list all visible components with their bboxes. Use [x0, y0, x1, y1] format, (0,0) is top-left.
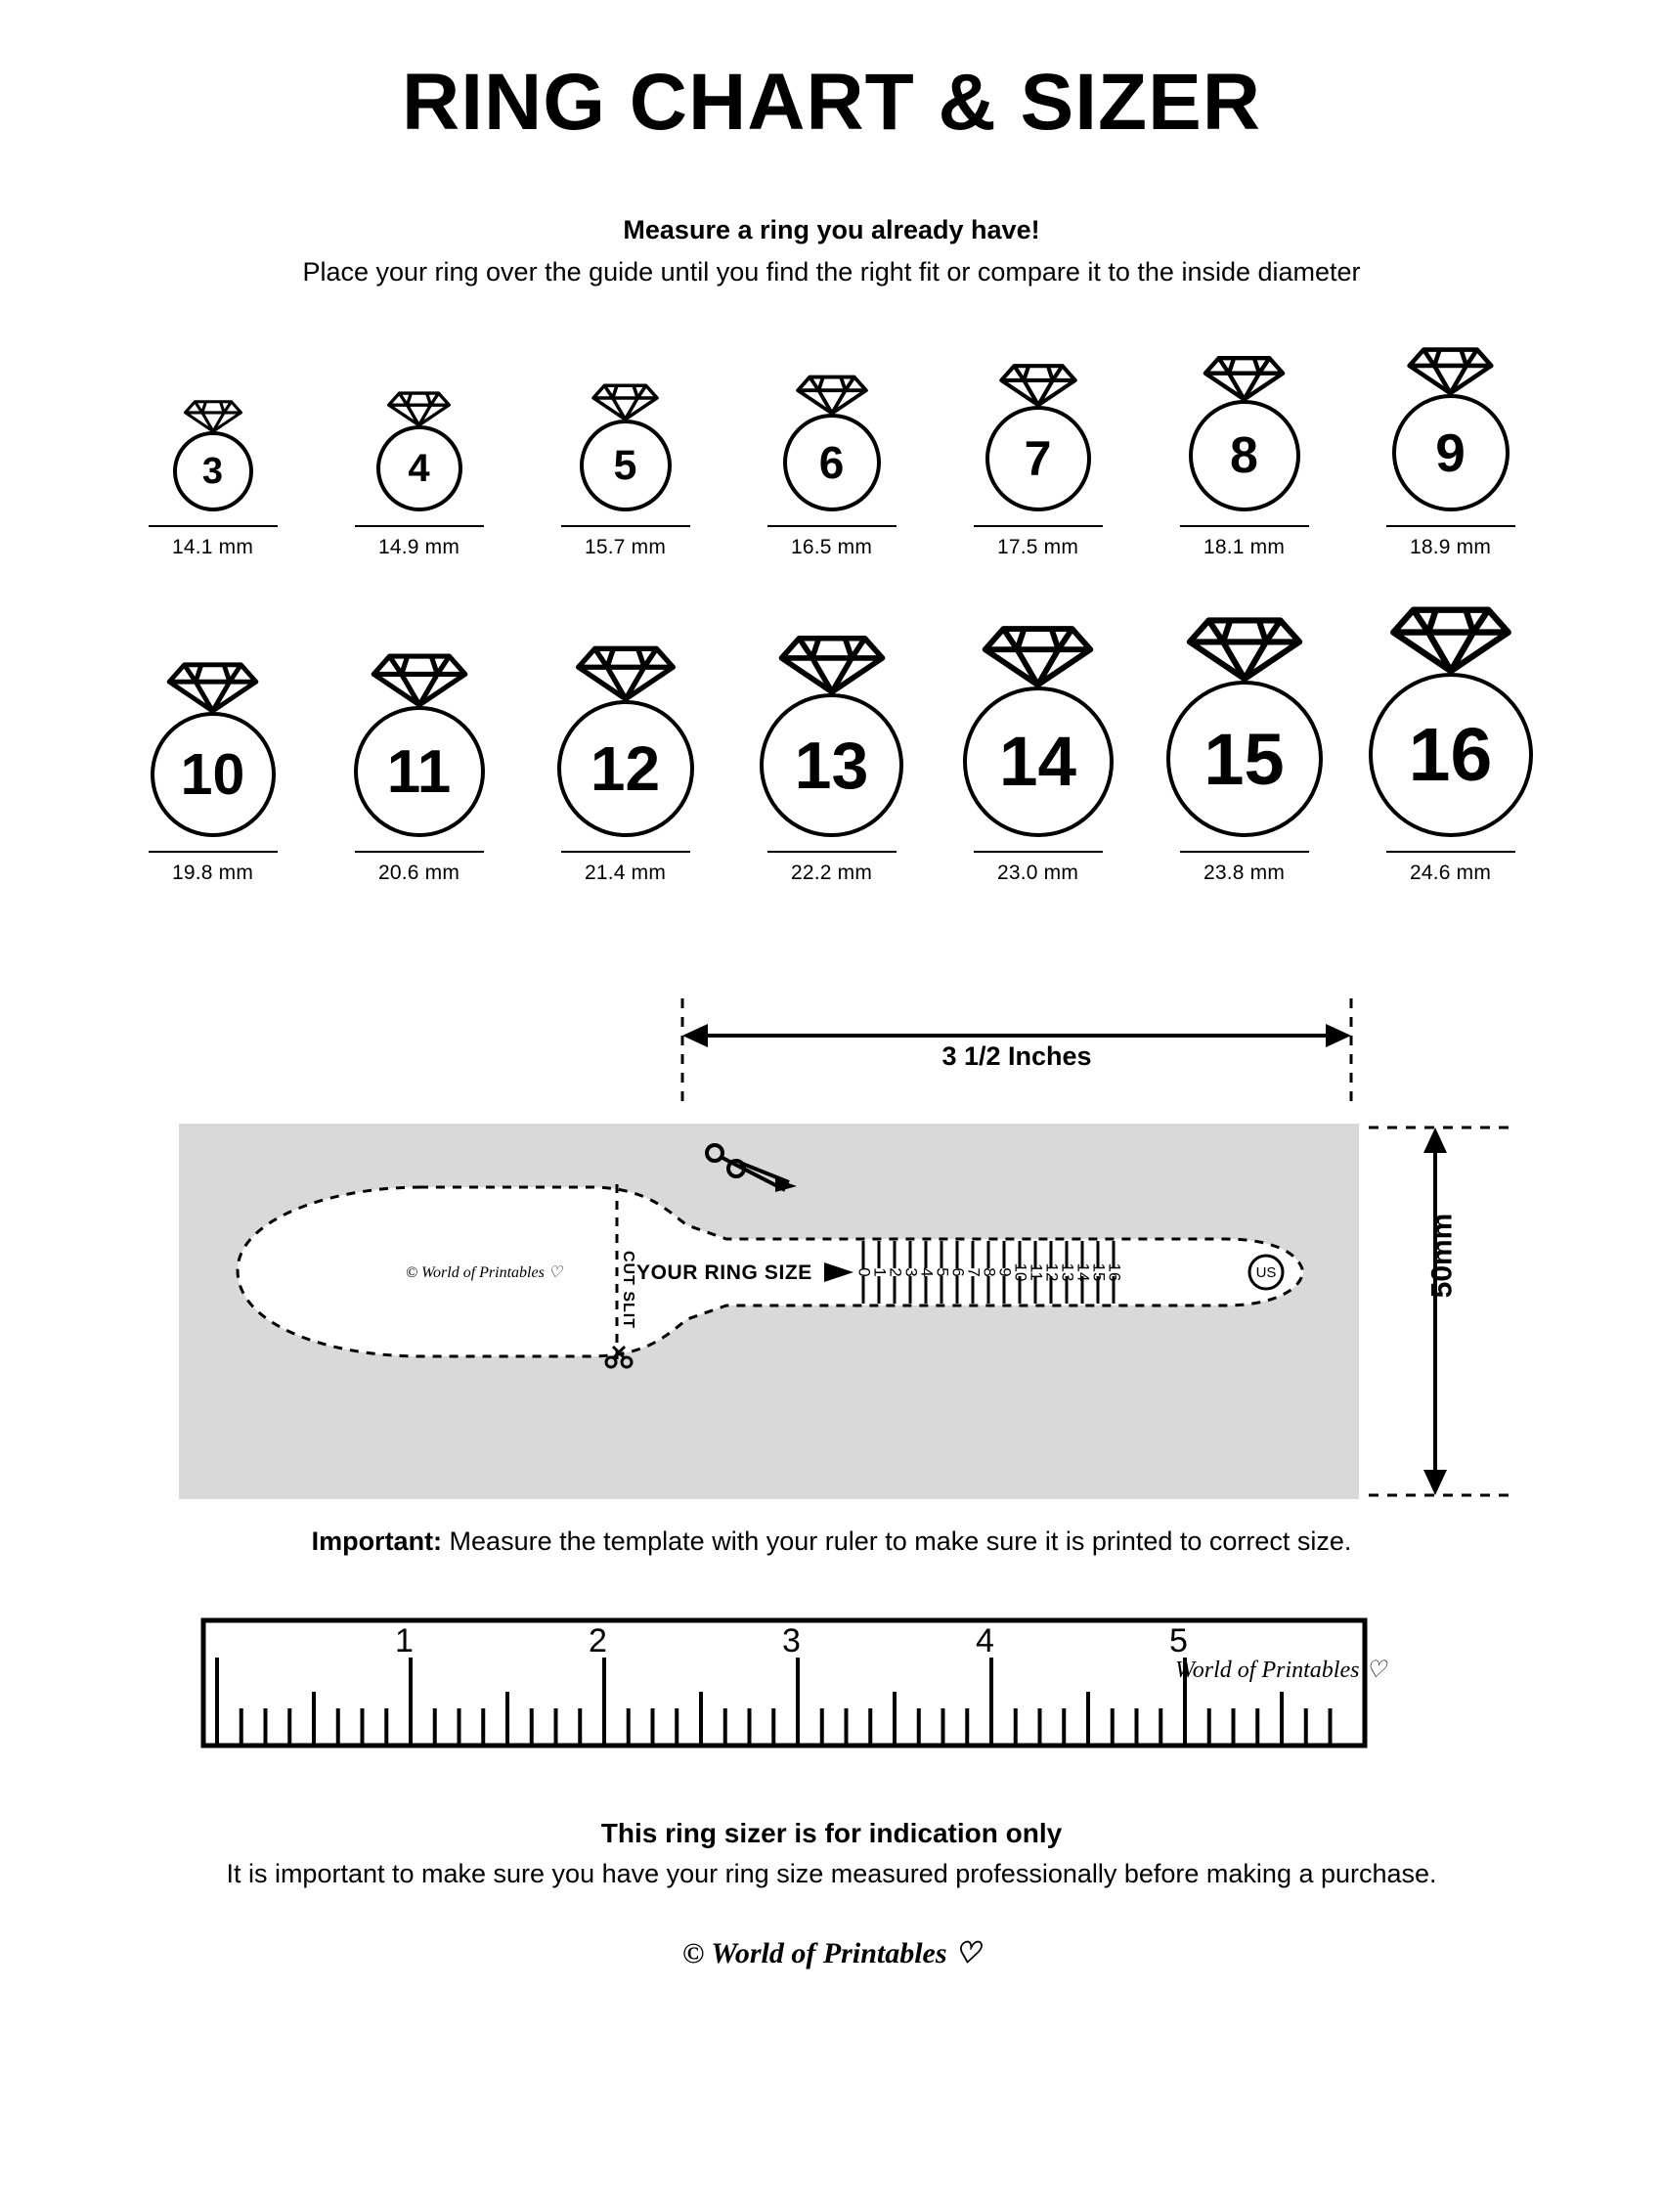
ring-size-circle: 16 — [1369, 673, 1533, 837]
ring-graphic — [151, 659, 276, 837]
ring-graphic — [963, 622, 1114, 837]
scale-number: 11 — [1027, 1263, 1046, 1281]
ring-size-cell — [109, 398, 316, 559]
ring-diameter-label: 23.8 mm — [1203, 862, 1286, 885]
ring-row-2 — [0, 602, 1663, 885]
measure-line — [561, 525, 690, 527]
height-dimension-label: 50mm — [1425, 1213, 1459, 1299]
ring-size-circle: 3 — [173, 431, 253, 511]
measure-line — [1386, 851, 1515, 853]
sizer-grey-panel — [179, 1124, 1359, 1499]
ring-diameter-label: 18.9 mm — [1409, 536, 1492, 559]
important-note-bold: Important: — [311, 1526, 443, 1557]
ring-size-cell — [935, 622, 1141, 885]
ring-size-circle: 7 — [985, 406, 1091, 511]
diamond-icon — [1406, 344, 1495, 396]
ruler-numbers — [395, 1622, 1188, 1659]
ring-graphic — [376, 389, 462, 511]
gem-top — [370, 650, 469, 713]
gem-top — [574, 642, 678, 707]
ring-graphic — [1189, 353, 1300, 511]
scale-unit-label: US — [1255, 1264, 1277, 1282]
ring-diameter-label: 16.5 mm — [790, 536, 873, 559]
ring-graphic — [1166, 613, 1323, 837]
ring-diameter-label: 17.5 mm — [996, 536, 1079, 559]
scale-number: 5 — [933, 1267, 952, 1277]
ring-size-cell — [1141, 353, 1347, 559]
ring-size-circle: 10 — [151, 712, 276, 837]
instructions-detail: Place your ring over the guide until you find the right fit or compare it to the inside diameter — [302, 257, 1361, 288]
diamond-icon — [370, 650, 469, 708]
ruler-number: 1 — [395, 1622, 414, 1660]
scale-number: 6 — [948, 1267, 968, 1277]
ring-size-circle: 15 — [1166, 681, 1323, 837]
ring-graphic — [354, 650, 485, 837]
instructions-block — [0, 215, 1663, 288]
gem-top — [1202, 353, 1287, 407]
measure-line — [149, 851, 278, 853]
ring-size-cell — [522, 381, 728, 559]
ruler-number: 2 — [589, 1622, 607, 1660]
ring-size-circle: 14 — [963, 686, 1114, 837]
ring-size-circle: 13 — [760, 693, 903, 837]
ring-diameter-label: 14.9 mm — [377, 536, 460, 559]
ring-size-chart — [0, 344, 1663, 885]
scale-number: 0 — [854, 1267, 874, 1277]
scissors-icon — [707, 1145, 797, 1192]
scale-number: 10 — [1011, 1262, 1030, 1282]
ring-size-cell — [1347, 344, 1554, 559]
ring-size-cell — [109, 659, 316, 885]
scale-number: 4 — [917, 1267, 937, 1277]
scale-number: 14 — [1073, 1262, 1093, 1282]
scale-number: 2 — [886, 1267, 905, 1277]
measure-line — [561, 851, 690, 853]
ring-size-circle: 11 — [354, 706, 485, 837]
cut-slit-label: CUT SLIT — [620, 1251, 636, 1330]
measure-line — [355, 525, 484, 527]
ring-size-cell — [316, 650, 522, 885]
height-dimension — [1369, 1124, 1525, 1499]
diamond-icon — [1185, 613, 1304, 683]
ring-graphic — [985, 361, 1091, 511]
measure-line — [149, 525, 278, 527]
gem-top — [777, 632, 887, 700]
width-dimension-label: 3 1/2 Inches — [941, 1041, 1092, 1072]
diamond-icon — [165, 659, 260, 714]
measure-line — [1386, 525, 1515, 527]
scale-number: 15 — [1089, 1262, 1109, 1282]
ring-diameter-label: 22.2 mm — [790, 862, 873, 885]
ring-diameter-label: 24.6 mm — [1409, 862, 1492, 885]
ring-diameter-label: 23.0 mm — [996, 862, 1079, 885]
gem-top — [981, 622, 1095, 693]
ring-size-cell — [728, 632, 935, 885]
important-note-text: Measure the template with your ruler to make sure it is printed to correct size. — [442, 1526, 1352, 1557]
ring-size-circle: 4 — [376, 425, 462, 511]
printed-ruler — [0, 1601, 1663, 1757]
ring-size-cell — [522, 642, 728, 885]
scale-number: 3 — [901, 1267, 921, 1277]
gem-top — [386, 389, 452, 432]
ring-graphic — [783, 373, 881, 511]
printable-page — [0, 58, 1663, 2212]
scale-number: 9 — [995, 1267, 1015, 1277]
ring-diameter-label: 14.1 mm — [171, 536, 254, 559]
diamond-icon — [795, 373, 869, 416]
ring-diameter-label: 18.1 mm — [1203, 536, 1286, 559]
footer-note — [0, 1818, 1663, 1889]
ring-size-circle: 12 — [557, 700, 694, 837]
footer-headline: This ring sizer is for indication only — [600, 1818, 1063, 1849]
important-note — [0, 1526, 1663, 1557]
ruler-number: 4 — [976, 1622, 994, 1660]
ring-diameter-label: 21.4 mm — [584, 862, 667, 885]
diamond-icon — [574, 642, 678, 702]
ring-size-cell — [1141, 613, 1347, 885]
ring-size-cell — [728, 373, 935, 559]
ring-size-circle: 9 — [1392, 394, 1510, 511]
scale-number: 12 — [1042, 1262, 1062, 1282]
ring-diameter-label: 20.6 mm — [377, 862, 460, 885]
width-dimension — [675, 998, 1359, 1106]
ring-graphic — [1392, 344, 1510, 511]
diamond-icon — [386, 389, 452, 427]
gem-top — [165, 659, 260, 719]
scale-number: 16 — [1105, 1262, 1124, 1282]
ruler-number: 3 — [782, 1622, 801, 1660]
measure-line — [1180, 525, 1309, 527]
diamond-icon — [777, 632, 887, 695]
ring-graphic — [557, 642, 694, 837]
brand-name: World of Printables — [711, 1937, 947, 1970]
ruler-graphic — [0, 1601, 1663, 1757]
gem-top — [183, 398, 243, 438]
scale-number: 7 — [964, 1267, 984, 1277]
ring-diameter-label: 15.7 mm — [584, 536, 667, 559]
gem-top — [591, 381, 660, 426]
instructions-headline: Measure a ring you already have! — [623, 215, 1040, 245]
ring-row-1 — [0, 344, 1663, 559]
ruler-ticks — [217, 1658, 1331, 1746]
brand-footer: © World of Printables ♡ — [682, 1937, 981, 1970]
measure-line — [974, 851, 1103, 853]
scale-number: 1 — [870, 1267, 890, 1277]
scale-number: 13 — [1058, 1262, 1077, 1282]
ruler-number: 5 — [1169, 1622, 1188, 1660]
ring-graphic — [1369, 602, 1533, 837]
ring-size-circle: 6 — [783, 414, 881, 511]
gem-top — [1388, 602, 1513, 680]
your-ring-size-label: YOUR RING SIZE — [636, 1261, 812, 1285]
measure-line — [974, 525, 1103, 527]
sizer-cutout — [179, 1124, 1359, 1499]
ring-size-cell — [935, 361, 1141, 559]
gem-top — [795, 373, 869, 420]
ring-sizer-template — [0, 998, 1663, 1557]
ring-size-cell — [316, 389, 522, 559]
gem-top — [1406, 344, 1495, 401]
diamond-icon — [998, 361, 1078, 408]
ring-graphic — [580, 381, 672, 511]
ruler-brand: World of Printables ♡ — [1175, 1658, 1386, 1684]
gem-top — [998, 361, 1078, 413]
watermark-text: © World of Printables ♡ — [406, 1264, 563, 1282]
ring-diameter-label: 19.8 mm — [171, 862, 254, 885]
ring-size-circle: 5 — [580, 420, 672, 511]
page-title: RING CHART & SIZER — [402, 58, 1261, 147]
measure-line — [767, 525, 897, 527]
measure-line — [355, 851, 484, 853]
diamond-icon — [1388, 602, 1513, 675]
ring-graphic — [760, 632, 903, 837]
ring-size-circle: 8 — [1189, 400, 1300, 511]
measure-line — [1180, 851, 1309, 853]
ring-size-cell — [1347, 602, 1554, 885]
diamond-icon — [981, 622, 1095, 688]
footer-text: It is important to make sure you have your ring size measured professionally before making a purchase. — [226, 1859, 1437, 1889]
diamond-icon — [183, 398, 243, 433]
diamond-icon — [1202, 353, 1287, 402]
height-dimension-arrow — [1369, 1124, 1525, 1499]
scale-number: 8 — [980, 1267, 999, 1277]
ring-graphic — [173, 398, 253, 511]
gem-top — [1185, 613, 1304, 687]
measure-line — [767, 851, 897, 853]
diamond-icon — [591, 381, 660, 421]
